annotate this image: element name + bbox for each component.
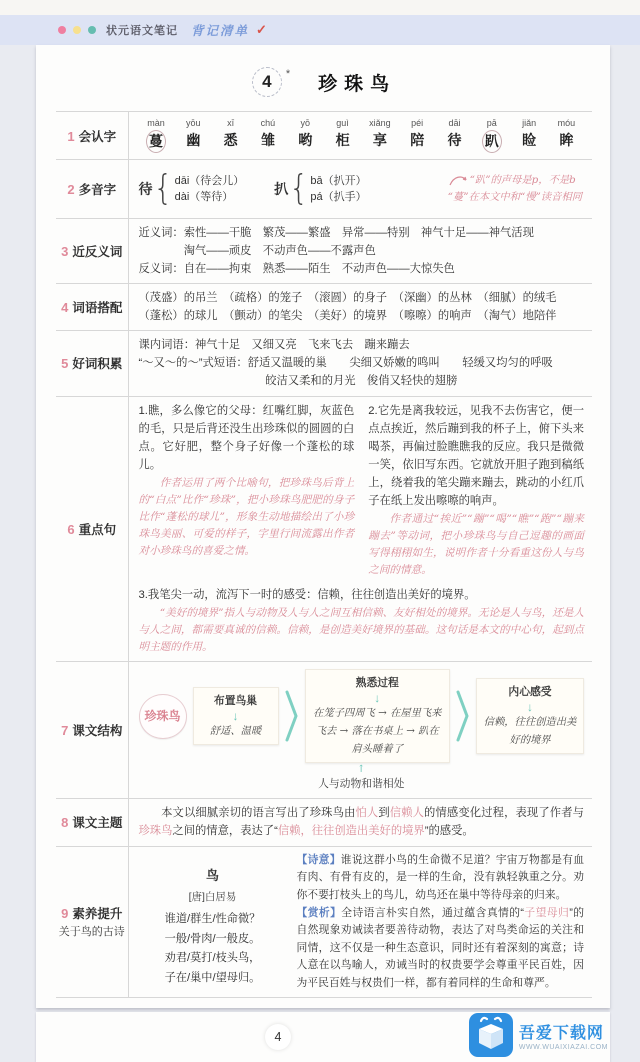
row-number: 9: [61, 905, 69, 921]
structure-box-1: [193, 687, 279, 745]
polyphone-char: 待: [138, 180, 153, 197]
row-title: 会认字: [78, 129, 117, 144]
page-footer: [36, 1012, 610, 1062]
box-heading: 熟悉过程: [355, 676, 399, 690]
poem-line: 一般/骨肉/一般皮。: [164, 932, 261, 945]
polyphone-options: [310, 173, 366, 206]
notebook-page: [36, 45, 610, 1008]
note-line: [448, 189, 582, 206]
key-sentence-2: [368, 402, 584, 580]
row-label-1: [56, 112, 128, 160]
poem-line: 劝君/莫打/枝头鸟，: [164, 952, 261, 965]
box-body: 在笼子四周飞 → 在屋里飞来飞去 → 落在书桌上 → 趴在肩头睡着了: [313, 707, 442, 756]
header-bar: [0, 15, 640, 45]
antonyms-line: 反义词：自在——拘束 熟悉——陌生 不动声色——大惊失色: [138, 263, 455, 276]
pinyin: móu: [557, 118, 576, 129]
word-line: 课内词语：神气十足 又细又亮 飞来飞去 蹦来蹦去: [138, 339, 410, 352]
appreciation-tag: 【赏析】: [296, 907, 342, 919]
reading-option: dài（等待）: [174, 191, 234, 203]
box-heading: 布置鸟巢: [213, 694, 258, 708]
down-arrow-icon: ↓: [374, 691, 381, 706]
appreciation-text: 全诗语言朴实自然，通过蕴含真情的“子望母归”的自然现象劝诫读者要善待动物，表达了对鸟类命运的关注和同情，这不仅是一种生态意识，同时还有着深刻的寓意；诗人意在以鸟喻人，劝诫当时的权贵要学会尊重平民百姓，因为平民百姓与权贵们一样，都有着同样的生命和尊严。: [296, 907, 584, 989]
poem-title: 鸟: [205, 867, 219, 883]
poem-author: [唐]白居易: [188, 891, 237, 904]
lesson-star: *: [285, 68, 291, 80]
synonyms-line: 淘气——顽皮 不动声色——不露声色: [138, 245, 376, 258]
char-cell: [516, 118, 543, 153]
char-cell: [254, 118, 281, 153]
collocation-line: （茂盛）的吊兰 （疏格）的笼子 （滚圆）的身子 （深幽）的丛林 （细腻）的绒毛: [138, 292, 557, 305]
char-cell: [404, 118, 431, 153]
watermark-url: WWW.WUAIXIAZAI.COM: [518, 1043, 608, 1051]
watermark: [469, 1013, 608, 1057]
key-sentence-1: [139, 402, 355, 580]
row-number: 4: [61, 300, 69, 316]
hanzi: 陪: [410, 131, 425, 148]
structure-box-3: [476, 678, 584, 754]
structure-footer-text: 人与动物和谐相处: [318, 777, 405, 791]
key-sentence-columns: [139, 402, 585, 580]
row-number: 8: [61, 815, 69, 831]
structure-box-2: [305, 669, 450, 763]
word-line: 皎洁又柔和的月光 俊俏又轻快的翅膀: [265, 375, 458, 388]
subject-bubble: 珍珠鸟: [139, 694, 187, 739]
brand-title: 状元语文笔记: [106, 25, 178, 37]
char-cell: [366, 118, 393, 153]
pink-dot-icon: [58, 26, 66, 34]
chevron-icon: [285, 690, 299, 742]
row-structure: [56, 662, 592, 799]
note-line: [448, 172, 582, 189]
pinyin: jiǎn: [522, 118, 537, 129]
reading-option: pá（扒手）: [310, 191, 367, 203]
lesson-number: 4: [252, 67, 282, 97]
row-subtitle: 关于鸟的古诗: [58, 925, 125, 938]
poem-section: [139, 852, 585, 993]
pinyin: xiǎng: [369, 118, 391, 129]
row-number: 1: [67, 128, 75, 144]
handwritten-notes: [448, 172, 584, 206]
row-number: 3: [61, 244, 69, 260]
row-label-9: [56, 846, 128, 998]
pinyin: dāi: [448, 118, 461, 129]
page-number: 4: [265, 1024, 291, 1050]
watermark-name: 吾爱下载网: [518, 1024, 604, 1042]
polyphone-char: 扒: [274, 180, 289, 197]
annotation-text: 作者运用了两个比喻句，把珍珠鸟后背上的“白点”比作“珍珠”，把小珍珠鸟肥肥的身子比作“蓬松的球儿”，形象生动地描绘出了小珍珠鸟美丽、可爱的样子，字里行间流露出作者对小珍珠鸟的喜爱之情。: [138, 476, 355, 558]
char-cell: [180, 118, 207, 153]
down-arrow-icon: ↓: [527, 700, 533, 715]
page-top-margin: [0, 0, 640, 15]
collocation-line: （蓬松）的球儿 （颤动）的笔尖 （美好）的境界 （嚓嚓）的响声 （淘气）地陪伴: [138, 310, 557, 323]
curved-arrow-icon: [448, 174, 468, 186]
annotation-text: 作者通过“挨近”“蹦”“喝”“瞧”“跑”“蹦来蹦去”等动词，把小珍珠鸟与自己逗趣的画面写得栩栩如生，说明作者十分看重这份人与鸟之间的情意。: [368, 512, 584, 577]
sentence-text: 2.它先是离我较远，见我不去伤害它，便一点点挨近，然后蹦到我的杯子上，俯下头来喝茶，再偏过脸瞧瞧我的反应。我只是微微一笑，依旧写东西。它就放开胆子跑到稿纸上，绕着我的笔尖蹦来蹦去，跳动的小红爪子在纸上发出嚓嚓的响声。: [368, 404, 584, 507]
row-label-7: [56, 662, 128, 799]
lesson-title: 珍珠鸟: [318, 73, 397, 95]
row-poem: [56, 846, 592, 998]
pinyin: péi: [411, 118, 424, 129]
synonyms-line: 近义词：索性——干脆 繁茂——繁盛 异常——特别 神气十足——神气活现: [138, 227, 534, 239]
row-title: 课文结构: [72, 723, 123, 738]
poem-meaning: [297, 852, 585, 904]
hanzi: 幽: [186, 131, 201, 148]
up-arrow-icon: ↑: [357, 764, 366, 776]
char-cell: [441, 118, 468, 153]
char-cell: [143, 118, 170, 153]
row-title: 重点句: [78, 522, 117, 537]
polyphone-row: [139, 165, 585, 213]
meaning-tag: 【诗意】: [296, 853, 341, 866]
yellow-dot-icon: [73, 26, 81, 34]
hanzi: 睑: [522, 131, 537, 148]
poem-line: 谁道/群生/性命微？: [164, 913, 261, 926]
row-title: 课文主题: [72, 816, 123, 831]
polyphone-group: [139, 165, 245, 213]
pinyin: màn: [147, 118, 165, 129]
row-collocations: [56, 284, 592, 331]
char-list: [139, 117, 585, 154]
note-text: “蔓”在本文中和“慢”读音相同: [447, 191, 582, 203]
row-synonyms-antonyms: [56, 219, 592, 284]
row-key-sentences: [56, 396, 592, 662]
structure-footer: [139, 765, 585, 792]
poem-line: 子在/巢中/望母归。: [164, 971, 261, 984]
box-heading: 内心感受: [508, 685, 552, 699]
poem-explanations: [297, 852, 585, 993]
polyphone-options: [175, 173, 245, 206]
reading-option: dāi（待会儿）: [174, 174, 245, 187]
checkmark-icon: ✓: [256, 22, 267, 37]
row-recognize-chars: [56, 112, 592, 160]
char-cell: [292, 118, 319, 153]
row-title: 多音字: [78, 183, 117, 197]
note-text: “趴”的声母是p，不是b: [469, 174, 576, 187]
pinyin: yō: [300, 118, 310, 129]
pinyin: chú: [260, 118, 276, 129]
row-number: 7: [61, 722, 69, 738]
reading-option: bā（扒开）: [310, 174, 367, 187]
polyphone-group: [274, 165, 366, 213]
hanzi: 雏: [260, 131, 275, 148]
box-body: 信赖，往往创造出美好的境界: [483, 716, 577, 747]
pinyin: yōu: [186, 118, 201, 129]
brace-glyph: {: [289, 168, 309, 209]
lesson-title-row: [56, 59, 592, 111]
row-polyphones: [56, 160, 592, 219]
row-good-words: [56, 331, 592, 396]
hanzi: 享: [372, 131, 387, 148]
hanzi: 悉: [223, 131, 238, 148]
row-number: 6: [67, 521, 75, 537]
row-title: 好词积累: [72, 357, 123, 372]
pinyin: pā: [486, 118, 497, 129]
theme-text: 本文以细腻亲切的语言写出了珍珠鸟由怕人到信赖人的情感变化过程，表现了作者与珍珠鸟之间的情意，表达了“信赖，往往创造出美好的境界”的感受。: [138, 806, 584, 838]
row-label-2: [56, 160, 128, 219]
hanzi: 柜: [335, 131, 350, 148]
poem-appreciation: [297, 905, 585, 992]
row-number: 5: [61, 356, 69, 372]
row-label-6: [56, 396, 128, 662]
hanzi: 蔓: [146, 130, 166, 153]
row-label-8: [56, 798, 128, 846]
pinyin: xī: [227, 118, 235, 129]
badge-title: 背记清单: [191, 24, 250, 38]
down-arrow-icon: ↓: [232, 709, 239, 724]
row-number: 2: [67, 182, 75, 197]
char-cell: [329, 118, 356, 153]
teal-dot-icon: [88, 26, 96, 34]
download-site-logo-icon: [469, 1013, 513, 1057]
sentence-text: 1.瞧，多么像它的父母：红嘴红脚，灰蓝色的毛，只是后背还没生出珍珠似的圆圆的白点。它好肥，整个身子好像一个蓬松的球儿。: [138, 404, 355, 471]
row-title: 词语搭配: [72, 301, 123, 316]
hanzi: 哟: [298, 131, 313, 148]
row-label-4: [56, 284, 128, 331]
char-cell: [553, 118, 580, 153]
hanzi: 待: [447, 131, 462, 148]
row-title: 近反义词: [72, 245, 123, 260]
meaning-text: 谁说这群小鸟的生命微不足道？宇宙万物都是有血有肉、有骨有皮的，是一样的生命，没有孰轻孰重之分。劝你不要打枝头上的鸟儿，幼鸟还在巢中等待母亲的归来。: [296, 853, 585, 901]
watermark-text: [519, 1020, 608, 1051]
poem-block: [139, 852, 287, 993]
char-cell: [478, 118, 505, 153]
brace-glyph: {: [153, 168, 173, 209]
notes-table: [56, 111, 592, 998]
row-theme: [56, 798, 592, 846]
hanzi: 趴: [482, 130, 502, 153]
sentence-text: 3.我笔尖一动，流泻下一时的感受：信赖，往往创造出美好的境界。: [138, 588, 476, 601]
pinyin: guì: [336, 118, 349, 129]
annotation-text: “美好的境界”指人与动物及人与人之间互相信赖、友好相处的境界。无论是人与鸟，还是人与人之间，都需要真诚的信赖。信赖，是创造美好境界的基础。这句话是本文的中心句，起到点明主题的作用。: [138, 606, 584, 653]
char-cell: [217, 118, 244, 153]
chevron-icon: [456, 690, 470, 742]
word-line: “～又～的～”式短语：舒适又温暖的巢 尖细又娇嫩的鸣叫 轻缓又均匀的呼吸: [138, 357, 553, 370]
box-body: 舒适、温暖: [209, 725, 262, 738]
row-title: 素养提升: [72, 906, 123, 921]
row-label-3: [56, 219, 128, 284]
structure-diagram: [139, 667, 585, 763]
hanzi: 眸: [559, 131, 574, 148]
key-sentence-3: [139, 586, 585, 657]
row-label-5: [56, 331, 128, 396]
